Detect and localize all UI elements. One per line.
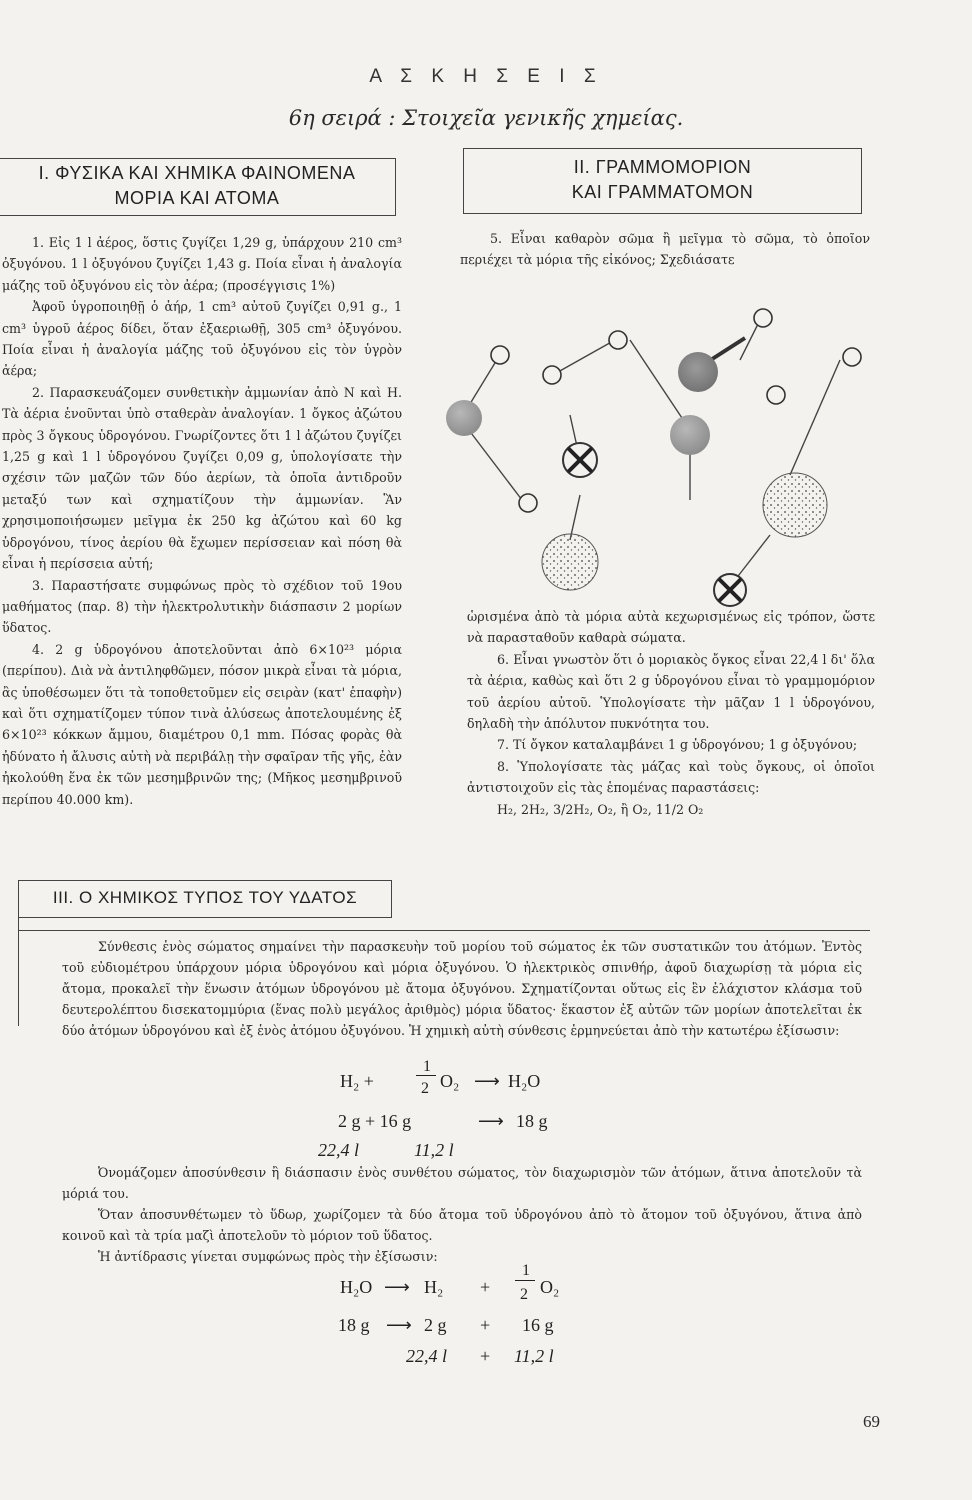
eq1-line1-arrow: ⟶ (474, 1071, 500, 1091)
section-3-title-box (18, 880, 392, 918)
exercise-4: 4. 2 g ὑδρογόνου ἀποτελοῦνται ἀπὸ 6×10²³ μόρια (περίπου). Διὰ νὰ ἀντιληφθῶμεν, πόσον μικρὰ εἶναι τὰ μόρια, ἂς ὑποθέσωμεν ὅτι τὰ τοποθετοῦμεν εἰς σειρὰν (κατ' ἐπαφὴν) καὶ ὅτι σχηματίζομεν τύπον τινὰ ἀλύσεως ἀποτελουμένης ἐξ 6×10²³ κόκκων ἄμμου, διαμέτρου 0,1 mm. Πόσας φορὰς θὰ ἠδύνατο ἡ ἄλυσις αὐτὴ νὰ περιβάλῃ τὴν σφαῖραν τῆς γῆς, ἐὰν ἠκολούθη ἕνα ἐκ τῶν μεσημβρινῶν της; (Μῆκος μεσημβρινοῦ περίπου 40.000 km). (2, 641, 402, 807)
eq1-line1-left: H₂ + (340, 1071, 374, 1091)
eq2-line1-o2: O₂ (540, 1277, 560, 1297)
exercise-7: 7. Τί ὄγκον καταλαμβάνει 1 g ὑδρογόνου; 1 g ὀξυγόνου; (497, 737, 858, 753)
eq1-frac-bar (416, 1075, 436, 1076)
eq1-line2-arrow: ⟶ (478, 1111, 504, 1131)
exercise-3: 3. Παραστήσατε συμφώνως πρὸς τὸ σχέδιον τοῦ 19ου μαθήματος (παρ. 8) τὴν ἠλεκτρολυτικὴν διάσπασιν 2 μορίων ὕδατος. (2, 577, 402, 636)
eq2-line2-o2: 16 g (522, 1315, 554, 1335)
section-3-decomposition (62, 1162, 862, 1267)
section-2-text (467, 606, 875, 820)
eq2-line1-arrow: ⟶ (384, 1277, 410, 1297)
dotted-atom (542, 534, 598, 590)
exercise-5-cont: ὡρισμένα ἀπὸ τὰ μόρια αὐτὰ κεχωρισμένως εἰς τρόπον, ὥστε νὰ παρασταθοῦν καθαρὰ σώματα. (467, 609, 875, 646)
crossed-atom (563, 443, 597, 477)
exercise-1: 1. Εἰς 1 l ἀέρος, ὅστις ζυγίζει 1,29 g, ὑπάρχουν 210 cm³ ὀξυγόνου. 1 l ὀξυγόνου ζυγίζει 1,43 g. Ποία εἶναι ἡ ἀναλογία μάζης τοῦ ὀξυγόνου εἰς τὸν ἀέρα; (προσέγγισις 1%) (2, 235, 402, 293)
eq2-line2-plus: + (480, 1315, 491, 1335)
section-1-title-line2: ΜΟΡΙΑ ΚΑΙ ΑΤΟΜΑ (114, 188, 280, 208)
synthesis-paragraph: Σύνθεσις ἑνὸς σώματος σημαίνει τὴν παρασκευὴν τοῦ μορίου τοῦ σώματος ἐκ τῶν συστατικῶν του ἀτόμων. Ἐντὸς τοῦ εὐδιομέτρου ὑπάρχουν μόρια ὑδρογόνου καὶ μόρια ὀξυγόνου. Ὁ ἠλεκτρικὸς σπινθήρ, ἀφοῦ διαχωρίσῃ τὰ μόρια εἰς ἄτομα, προκαλεῖ τὴν ἕνωσιν ἀτόμων ὑδρογόνου μὲ ἄτομα ὀξυγόνου. Σχηματίζονται οὕτως εἰς ἓν ἐλάχιστον κλάσμα τοῦ δευτερολέπτου δισεκατομμύρια (ἕνας πολὺ μεγάλος ἀριθμὸς) μόρια ὕδατος· ἕκαστον ἐξ αὐτῶν τῶν μορίων ἀποτελεῖται ἐκ δύο ἀτόμων ὑδρογόνου καὶ ἐξ ἑνὸς ἀτόμου ὀξυγόνου. Ἡ χημικὴ αὐτὴ σύνθεσις ἑρμηνεύεται ἀπὸ τὴν κατωτέρω ἐξίσωσιν: (62, 939, 862, 1038)
eq2-line1-plus: + (480, 1277, 491, 1297)
section-3-title: III. Ο ΧΗΜΙΚΟΣ ΤΥΠΟΣ ΤΟΥ ΥΔΑΤΟΣ (52, 888, 358, 907)
exercise-5-text: 5. Εἶναι καθαρὸν σῶμα ἢ μεῖγμα τὸ σῶμα, τὸ ὁποῖον περιέχει τὰ μόρια τῆς εἰκόνος; Σχεδιάσατε (460, 231, 870, 268)
eq2-line3-plus: + (480, 1346, 491, 1366)
exercise-8-expressions: H₂, 2H₂, 3/2H₂, O₂, ἢ O₂, 11/2 O₂ (497, 801, 704, 817)
water-decomposition: Ὅταν ἀποσυνθέτωμεν τὸ ὕδωρ, χωρίζομεν τὰ δύο ἄτομα τοῦ ὑδρογόνου ἀπὸ τὸ ἄτομον τοῦ ὀξυγόνου, ἅτινα ἀπὸ κοινοῦ καὶ τὰ τρία μαζὶ ἀποτελοῦν τὸ μόριον τοῦ ὕδατος. (62, 1207, 862, 1243)
exercise-2: 2. Παρασκευάζομεν συνθετικὴν ἀμμωνίαν ἀπὸ N καὶ H. Τὰ ἀέρια ἑνοῦνται ὑπὸ σταθερὰν ἀναλογίαν. 1 ὄγκος ἀζώτου πρὸς 3 ὄγκους ὑδρογόνου. Γνωρίζοντες ὅτι 1 l ἀζώτου ζυγίζει 1,25 g καὶ 1 l ὑδρογόνου ζυγίζει 0,09 g, ὑπολογίσατε τὴν σχέσιν τῶν μαζῶν τῶν δύο ἀερίων, τὰ ὁποῖα ἀντιδροῦν μεταξύ των καὶ σχηματίζουν τὴν ἀμμωνίαν. Ἂν χρησιμοποιήσωμεν μεῖγμα ἐκ 250 kg ἀζώτου καὶ 60 kg ὑδρογόνου, τίνος ἀερίου θὰ ἔχωμεν περίσσειαν καὶ πόση θὰ εἶναι ἡ περίσσεια αὐτή; (2, 384, 402, 572)
eq1-line2-product: 18 g (516, 1111, 548, 1131)
molecule-bonds (465, 320, 840, 580)
page-number: 69 (863, 1412, 880, 1431)
eq2-line1-water: H₂O (340, 1277, 373, 1297)
eq1-frac-num: 1 (423, 1058, 431, 1075)
section-3-frame-side (18, 916, 19, 1026)
exercise-5 (460, 228, 870, 271)
eq2-line2-arrow: ⟶ (386, 1315, 412, 1335)
section-2-title-line1: II. ΓΡΑΜΜΟΜΟΡΙΟΝ (573, 157, 752, 177)
eq2-frac-num: 1 (522, 1262, 530, 1279)
section-3-intro (62, 936, 862, 1041)
reaction-intro: Ἡ ἀντίδρασις γίνεται συμφώνως πρὸς τὴν ἐξίσωσιν: (98, 1249, 438, 1264)
crossed-atom (714, 574, 746, 606)
eq2-line3-o2: 11,2 l (514, 1346, 554, 1366)
section-1-text (2, 232, 402, 810)
dark-atom (678, 352, 718, 392)
exercises-heading: Α Σ Κ Η Σ Ε Ι Σ (369, 66, 603, 87)
eq1-line3-h2: 22,4 l (318, 1140, 360, 1160)
grey-atom (670, 415, 710, 455)
eq2-line2-water: 18 g (338, 1315, 370, 1335)
eq2-frac-bar (515, 1280, 535, 1281)
section-3-frame (18, 930, 870, 931)
eq1-line1-product: H₂O (508, 1071, 541, 1091)
section-1-title-box (0, 158, 396, 216)
eq1-frac-den: 2 (421, 1080, 429, 1097)
section-2-title-line2: ΚΑΙ ΓΡΑΜΜΑΤΟΜΟΝ (571, 182, 754, 202)
exercise-6: 6. Εἶναι γνωστὸν ὅτι ὁ μοριακὸς ὄγκος εἶναι 22,4 l δι' ὅλα τὰ ἀέρια, καθὼς καὶ ὅτι 2 g ὑδρογόνου εἶναι τὸ γραμμομόριον τοῦ ἀερίου αὐτοῦ. Ὑπολογίσατε τὴν μᾶζαν 1 l ὑδρογόνου, δηλαδὴ τὴν ἀπόλυτον πυκνότητα του. (467, 651, 875, 732)
exercise-8: 8. Ὑπολογίσατε τὰς μάζας καὶ τοὺς ὄγκους, οἱ ὁποῖοι ἀντιστοιχοῦν εἰς τὰς ἑπομένας παραστάσεις: (467, 758, 875, 796)
molecules-figure (440, 300, 880, 630)
eq2-frac-den: 2 (520, 1286, 528, 1303)
series-title: 6η σειρά : Στοιχεῖα γενικῆς χημείας. (288, 106, 684, 130)
eq2-line3-h2: 22,4 l (406, 1346, 448, 1366)
grey-atom (446, 400, 482, 436)
eq1-line3-o2: 11,2 l (414, 1140, 454, 1160)
section-1-title-line1: I. ΦΥΣΙΚΑ ΚΑΙ ΧΗΜΙΚΑ ΦΑΙΝΟΜΕΝΑ (38, 163, 356, 183)
eq2-line2-h2: 2 g (424, 1315, 447, 1335)
decomposition-definition: Ὀνομάζομεν ἀποσύνθεσιν ἢ διάσπασιν ἑνὸς συνθέτου σώματος, τὸν διαχωρισμὸν τῶν ἀτόμων, ἅτινα ἀποτελοῦν τὰ μόριά του. (62, 1165, 862, 1201)
eq1-line1-o2: O₂ (440, 1071, 460, 1091)
eq2-line1-h2: H₂ (424, 1277, 444, 1297)
exercise-1-b: Ἀφοῦ ὑγροποιηθῇ ὁ ἀήρ, 1 cm³ αὐτοῦ ζυγίζει 0,91 g., 1 cm³ ὑγροῦ ἀέρος δίδει, ὅταν ἐξαεριωθῇ, 305 cm³ ὀξυγόνου. Ποία εἶναι ἡ ἀναλογία μάζης τοῦ ὀξυγόνου εἰς τὸν ὑγρὸν ἀέρα; (2, 299, 402, 379)
dotted-atom (763, 473, 827, 537)
eq1-line2-left: 2 g + 16 g (338, 1111, 412, 1131)
section-2-title-box (463, 148, 862, 214)
